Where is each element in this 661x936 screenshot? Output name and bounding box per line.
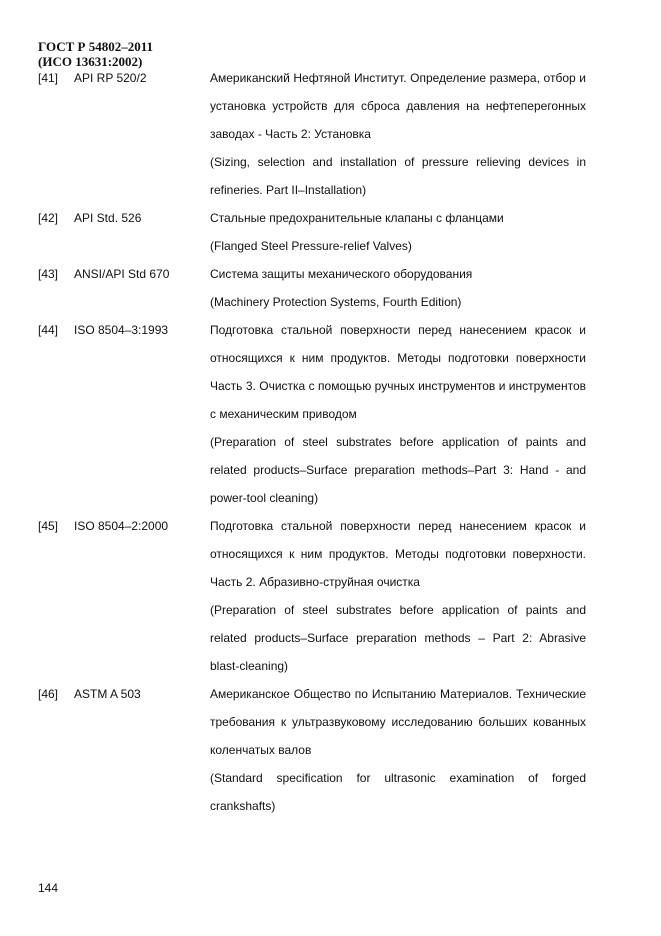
reference-code: ISO 8504–2:2000 bbox=[74, 519, 169, 533]
reference-number: [45] bbox=[38, 519, 59, 533]
reference-41 bbox=[38, 64, 586, 204]
reference-title-en: (Flanged Steel Pressure-relief Valves) bbox=[210, 239, 412, 253]
reference-number: [44] bbox=[38, 323, 59, 337]
reference-description bbox=[210, 204, 586, 260]
reference-code: ANSI/API Std 670 bbox=[74, 267, 170, 281]
reference-title-ru: Подготовка стальной поверхности перед нанесением красок и относящихся к ним продуктов. Методы подготовки поверхности. Часть 2. Абразивно-струйная очистка bbox=[210, 519, 586, 589]
reference-46 bbox=[38, 680, 586, 820]
reference-43 bbox=[38, 260, 586, 316]
reference-description bbox=[210, 680, 586, 820]
reference-code: ASTM A 503 bbox=[74, 687, 141, 701]
reference-description bbox=[210, 260, 586, 316]
reference-45 bbox=[38, 512, 586, 680]
iso-equivalent: (ИСО 13631:2002) bbox=[38, 54, 143, 69]
bibliography-list bbox=[38, 64, 586, 820]
reference-title-ru: Американский Нефтяной Институт. Определение размера, отбор и установка устройств для сброса давления на нефтеперегонных заводах - Часть 2: Установка bbox=[210, 71, 586, 141]
reference-title-ru: Стальные предохранительные клапаны с фланцами bbox=[210, 211, 504, 225]
reference-number: [42] bbox=[38, 211, 59, 225]
reference-title-ru: Американское Общество по Испытанию Материалов. Технические требования к ультразвуковому исследованию больших кованных коленчатых валов bbox=[210, 687, 586, 757]
reference-title-ru: Система защиты механического оборудования bbox=[210, 267, 473, 281]
reference-number: [41] bbox=[38, 71, 59, 85]
reference-code: API Std. 526 bbox=[74, 211, 142, 225]
reference-number: [43] bbox=[38, 267, 59, 281]
reference-description bbox=[210, 316, 586, 512]
reference-title-en: (Preparation of steel substrates before application of paints and related products–Surface preparation methods – Part 2: Abrasive blast-cleaning) bbox=[210, 603, 586, 673]
page-number: 144 bbox=[38, 881, 59, 895]
reference-code: ISO 8504–3:1993 bbox=[74, 323, 169, 337]
reference-title-en: (Machinery Protection Systems, Fourth Edition) bbox=[210, 295, 462, 309]
reference-42 bbox=[38, 204, 586, 260]
reference-description bbox=[210, 64, 586, 204]
reference-title-en: (Standard specification for ultrasonic examination of forged crankshafts) bbox=[210, 771, 586, 813]
reference-title-ru: Подготовка стальной поверхности перед нанесением красок и относящихся к ним продуктов. Методы подготовки поверхности Часть 3. Очистка с помощью ручных инструментов и инструментов с механическим приводом bbox=[210, 323, 586, 421]
reference-number: [46] bbox=[38, 687, 59, 701]
reference-code: API RP 520/2 bbox=[74, 71, 147, 85]
standard-code: ГОСТ Р 54802–2011 bbox=[38, 39, 154, 54]
reference-44 bbox=[38, 316, 586, 512]
reference-title-en: (Sizing, selection and installation of pressure relieving devices in refineries. Part II–Installation) bbox=[210, 155, 586, 197]
reference-title-en: (Preparation of steel substrates before application of paints and related products–Surface preparation methods–Part 3: Hand - and power-tool cleaning) bbox=[210, 435, 586, 505]
reference-description bbox=[210, 512, 586, 680]
